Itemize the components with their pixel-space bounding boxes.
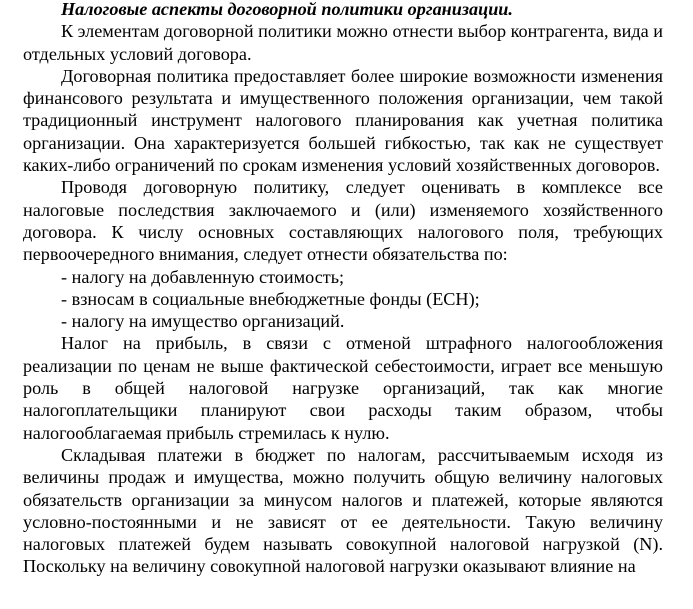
paragraph-contract-policy-elements: К элементам договорной политики можно отнести выбор контрагента, вида и отдельных условий договора. — [23, 21, 663, 64]
list-item-property-tax: - налогу на имущество организаций. — [61, 311, 345, 332]
tax-obligations-list — [23, 266, 663, 333]
paragraph-tax-consequences: Проводя договорную политику, следует оценивать в комплексе все налоговые последствия заключаемого и (или) изменяемого хозяйственного договора. К числу основных составляющих налогового поля, требующих первоочередного внимания, следует отнести обязательства по: — [23, 177, 663, 265]
list-item-social-funds: - взносам в социальные внебюджетные фонды (ЕСН); — [61, 288, 480, 309]
paragraph-profit-tax: Налог на прибыль, в связи с отменой штрафного налогообложения реализации по ценам не выше фактической себестоимости, играет все меньшую роль в общей налоговой нагрузке организаций, так как многие налогоплательщики планируют свои расходы таким образом, чтобы налогооблагаемая прибыль стремилась к нулю. — [23, 333, 663, 443]
document-body — [23, 0, 663, 578]
list-item-vat: - налогу на добавленную стоимость; — [61, 266, 345, 287]
document-title: Налоговые аспекты договорной политики организации. — [61, 0, 513, 19]
paragraph-total-tax-burden: Складывая платежи в бюджет по налогам, рассчитываемым исходя из величины продаж и имущества, можно получить общую величину налоговых обязательств организации за минусом налогов и платежей, которые являются условно-постоянными и не зависят от ее деятельности. Такую величину налоговых платежей будем называть совокупной налоговой нагрузкой (N). Поскольку на величину совокупной налоговой нагрузки оказывают влияние на — [23, 444, 663, 577]
paragraph-contract-policy-advantages: Договорная политика предоставляет более широкие возможности изменения финансового результата и имущественного положения организации, чем такой традиционный инструмент налогового планирования как учетная политика организации. Она характеризуется большей гибкостью, так как не существует каких-либо ограничений по срокам изменения условий хозяйственных договоров. — [23, 65, 663, 176]
